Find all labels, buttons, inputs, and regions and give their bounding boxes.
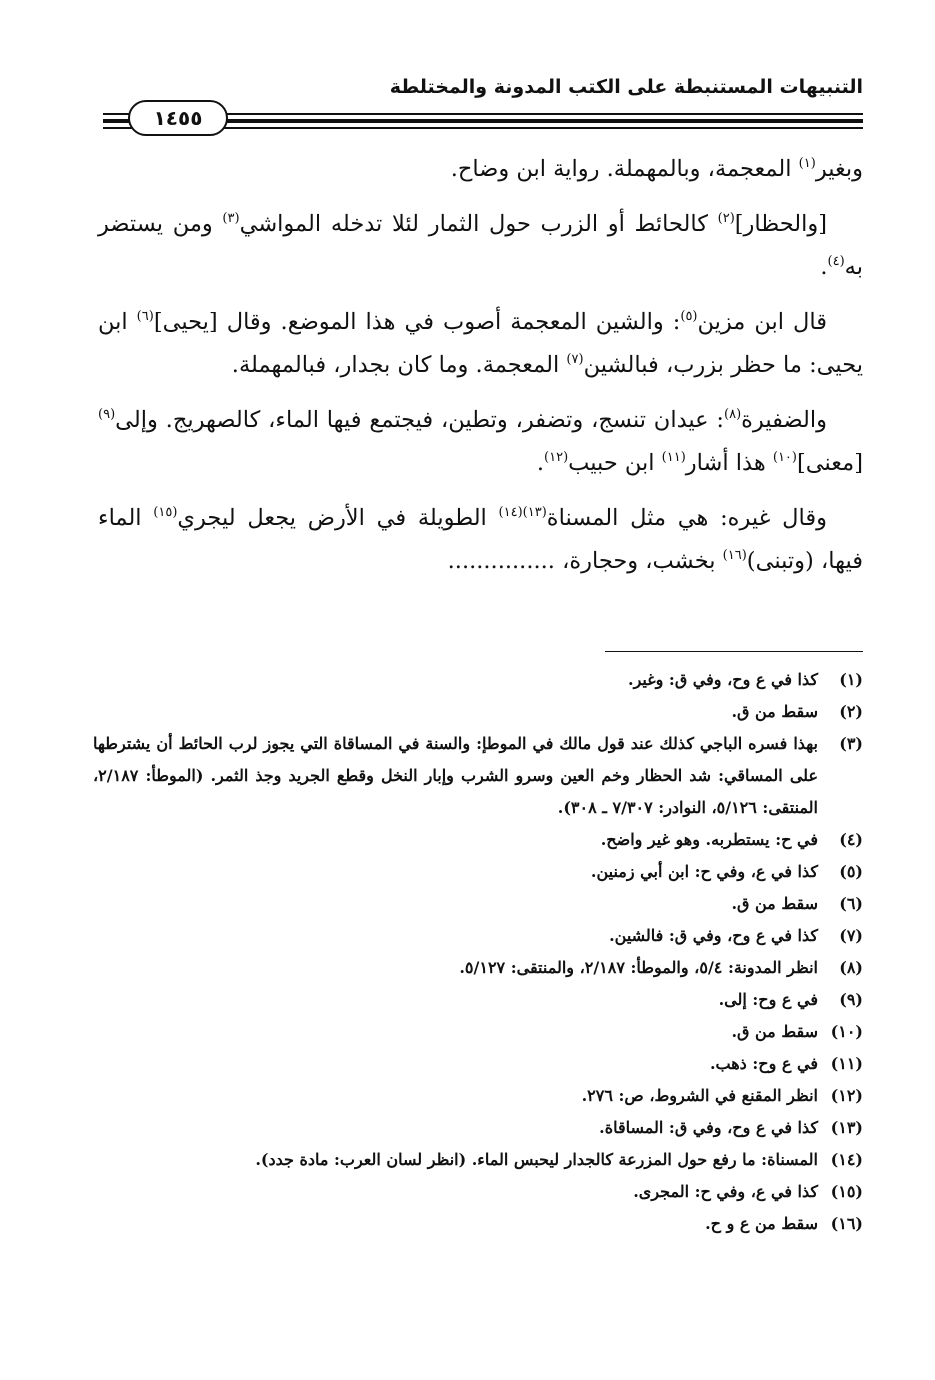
footnote-text: في ع وح: ذهب. xyxy=(709,1054,818,1073)
footnotes-list xyxy=(93,664,863,1240)
footnote-ref[interactable]: (٧) xyxy=(566,352,584,367)
footnote-ref[interactable]: (٣) xyxy=(222,211,240,226)
footnote-text: كذا في ع وح، وفي ق: وغير. xyxy=(628,670,818,689)
footnote-text: كذا في ع، وفي ح: المجرى. xyxy=(633,1182,818,1201)
footnote-text: سقط من ق. xyxy=(731,894,818,913)
footnote-item xyxy=(93,1144,863,1176)
footnote-item xyxy=(93,920,863,952)
footnote-text: في ع وح: إلى. xyxy=(718,990,818,1009)
footnote-ref[interactable]: (٩) xyxy=(98,407,116,422)
footnote-text: المسناة: ما رفع حول المزرعة كالجدار ليحبس الماء. (انظر لسان العرب: مادة جدد). xyxy=(255,1150,818,1169)
footnote-ref[interactable]: (١٦) xyxy=(722,548,747,563)
footnote-ref[interactable]: (١١) xyxy=(661,450,686,465)
footnote-item xyxy=(93,1208,863,1240)
footnote-number: (٨) xyxy=(839,958,863,977)
footnote-number: (١١) xyxy=(830,1054,863,1073)
footnote-text: سقط من ق. xyxy=(731,1022,818,1041)
footnote-item xyxy=(93,824,863,856)
footnote-number: (٦) xyxy=(839,894,863,913)
footnote-text: بهذا فسره الباجي كذلك عند قول مالك في الموطإ: والسنة في المساقاة التي يجوز لرب الحائط أن يشترطها على المساقي: شد الحظار وخم العين وسرو الشرب وإبار النخل وقطع الجريد وجذ الثمر. (الموطأ: ٢/١٨٧، المنتقى: ٥/١٢٦، النوادر: ٧/٣٠٧ ـ ٣٠٨). xyxy=(93,734,819,817)
footnote-ref[interactable]: (١٥) xyxy=(153,505,178,520)
footnote-item xyxy=(93,888,863,920)
footnote-number: (٧) xyxy=(839,926,863,945)
paragraph-3: قال ابن مزين$^{(٥)}$: والشين المعجمة أصوب في هذا الموضع. وقال [يحيى]$^{(٦)}$ ابن يحيى: ما حظر بزرب، فبالشين$^{(٧)}$ المعجمة. وما كان بجدار، فبالمهملة. xyxy=(98,309,863,378)
footnote-item xyxy=(93,1016,863,1048)
footnote-number: (١٣) xyxy=(830,1118,863,1137)
footnote-number: (١٢) xyxy=(830,1086,863,1105)
footnote-ref[interactable]: (٦) xyxy=(136,309,154,324)
footnote-item xyxy=(93,952,863,984)
footnote-item xyxy=(93,696,863,728)
footnote-text: انظر المقنع في الشروط، ص: ٢٧٦. xyxy=(581,1086,818,1105)
footnote-item xyxy=(93,1176,863,1208)
running-title: التنبيهات المستنبطة على الكتب المدونة والمختلطة xyxy=(389,76,863,98)
paragraph-1: وبغير$^{(١)}$ المعجمة، وبالمهملة. رواية ابن وضاح. xyxy=(450,156,863,182)
footnote-ref[interactable]: (١٣)(١٤) xyxy=(498,505,547,520)
footnote-number: (١٦) xyxy=(830,1214,863,1233)
footnote-item xyxy=(93,728,863,824)
footnote-text: سقط من ق. xyxy=(731,702,818,721)
footnote-item xyxy=(93,856,863,888)
footnote-number: (١٤) xyxy=(830,1150,863,1169)
paragraph-5: وقال غيره: هي مثل المسناة$^{(١٣)(١٤)}$ الطويلة في الأرض يجعل ليجري$^{(١٥)}$ الماء فيها، (وتبنى)$^{(١٦)}$ بخشب، وحجارة، ............... xyxy=(98,505,863,574)
footnote-text: انظر المدونة: ٥/٤، والموطأ: ٢/١٨٧، والمنتقى: ٥/١٢٧. xyxy=(459,958,818,977)
footnote-text: كذا في ع وح، وفي ق: فالشين. xyxy=(609,926,818,945)
footnote-number: (٣) xyxy=(839,734,863,753)
footnote-ref[interactable]: (٢) xyxy=(717,211,735,226)
footnote-number: (١٥) xyxy=(830,1182,863,1201)
footnote-text: في ح: يستطربه. وهو غير واضح. xyxy=(600,830,818,849)
footnote-text: كذا في ع وح، وفي ق: المساقاة. xyxy=(599,1118,818,1137)
footnote-ref[interactable]: (٥) xyxy=(680,309,698,324)
paragraph-2: [والحظار]$^{(٢)}$ كالحائط أو الزرب حول الثمار لئلا تدخله المواشي$^{(٣)}$ ومن يستضر به$^{(٤)}$. xyxy=(98,211,863,280)
footnote-number: (١) xyxy=(839,670,863,689)
footnote-ref[interactable]: (١٢) xyxy=(544,450,569,465)
page-number-badge: ١٤٥٥ xyxy=(128,100,228,136)
main-text xyxy=(98,148,863,595)
footnote-text: كذا في ع، وفي ح: ابن أبي زمنين. xyxy=(590,862,818,881)
footnote-item xyxy=(93,1112,863,1144)
footnote-ref[interactable]: (١٠) xyxy=(772,450,797,465)
footnote-item xyxy=(93,984,863,1016)
footnote-number: (٥) xyxy=(839,862,863,881)
footnote-separator xyxy=(605,651,863,652)
footnote-number: (٢) xyxy=(839,702,863,721)
paragraph-4: والضفيرة$^{(٨)}$: عيدان تنسج، وتضفر، وتطين، فيجتمع فيها الماء، كالصهريج. وإلى$^{(٩)}$ [معنى]$^{(١٠)}$ هذا أشار$^{(١١)}$ ابن حبيب$^{(١٢)}$. xyxy=(98,407,863,476)
footnote-number: (٤) xyxy=(839,830,863,849)
footnote-ref[interactable]: (٨) xyxy=(724,407,742,422)
footnote-ref[interactable]: (٤) xyxy=(827,254,845,269)
footnote-text: سقط من ع و ح. xyxy=(705,1214,818,1233)
footnote-item xyxy=(93,1048,863,1080)
footnote-number: (١٠) xyxy=(830,1022,863,1041)
footnote-ref[interactable]: (١) xyxy=(798,156,816,171)
footnote-item xyxy=(93,1080,863,1112)
footnote-item xyxy=(93,664,863,696)
footnote-number: (٩) xyxy=(839,990,863,1009)
